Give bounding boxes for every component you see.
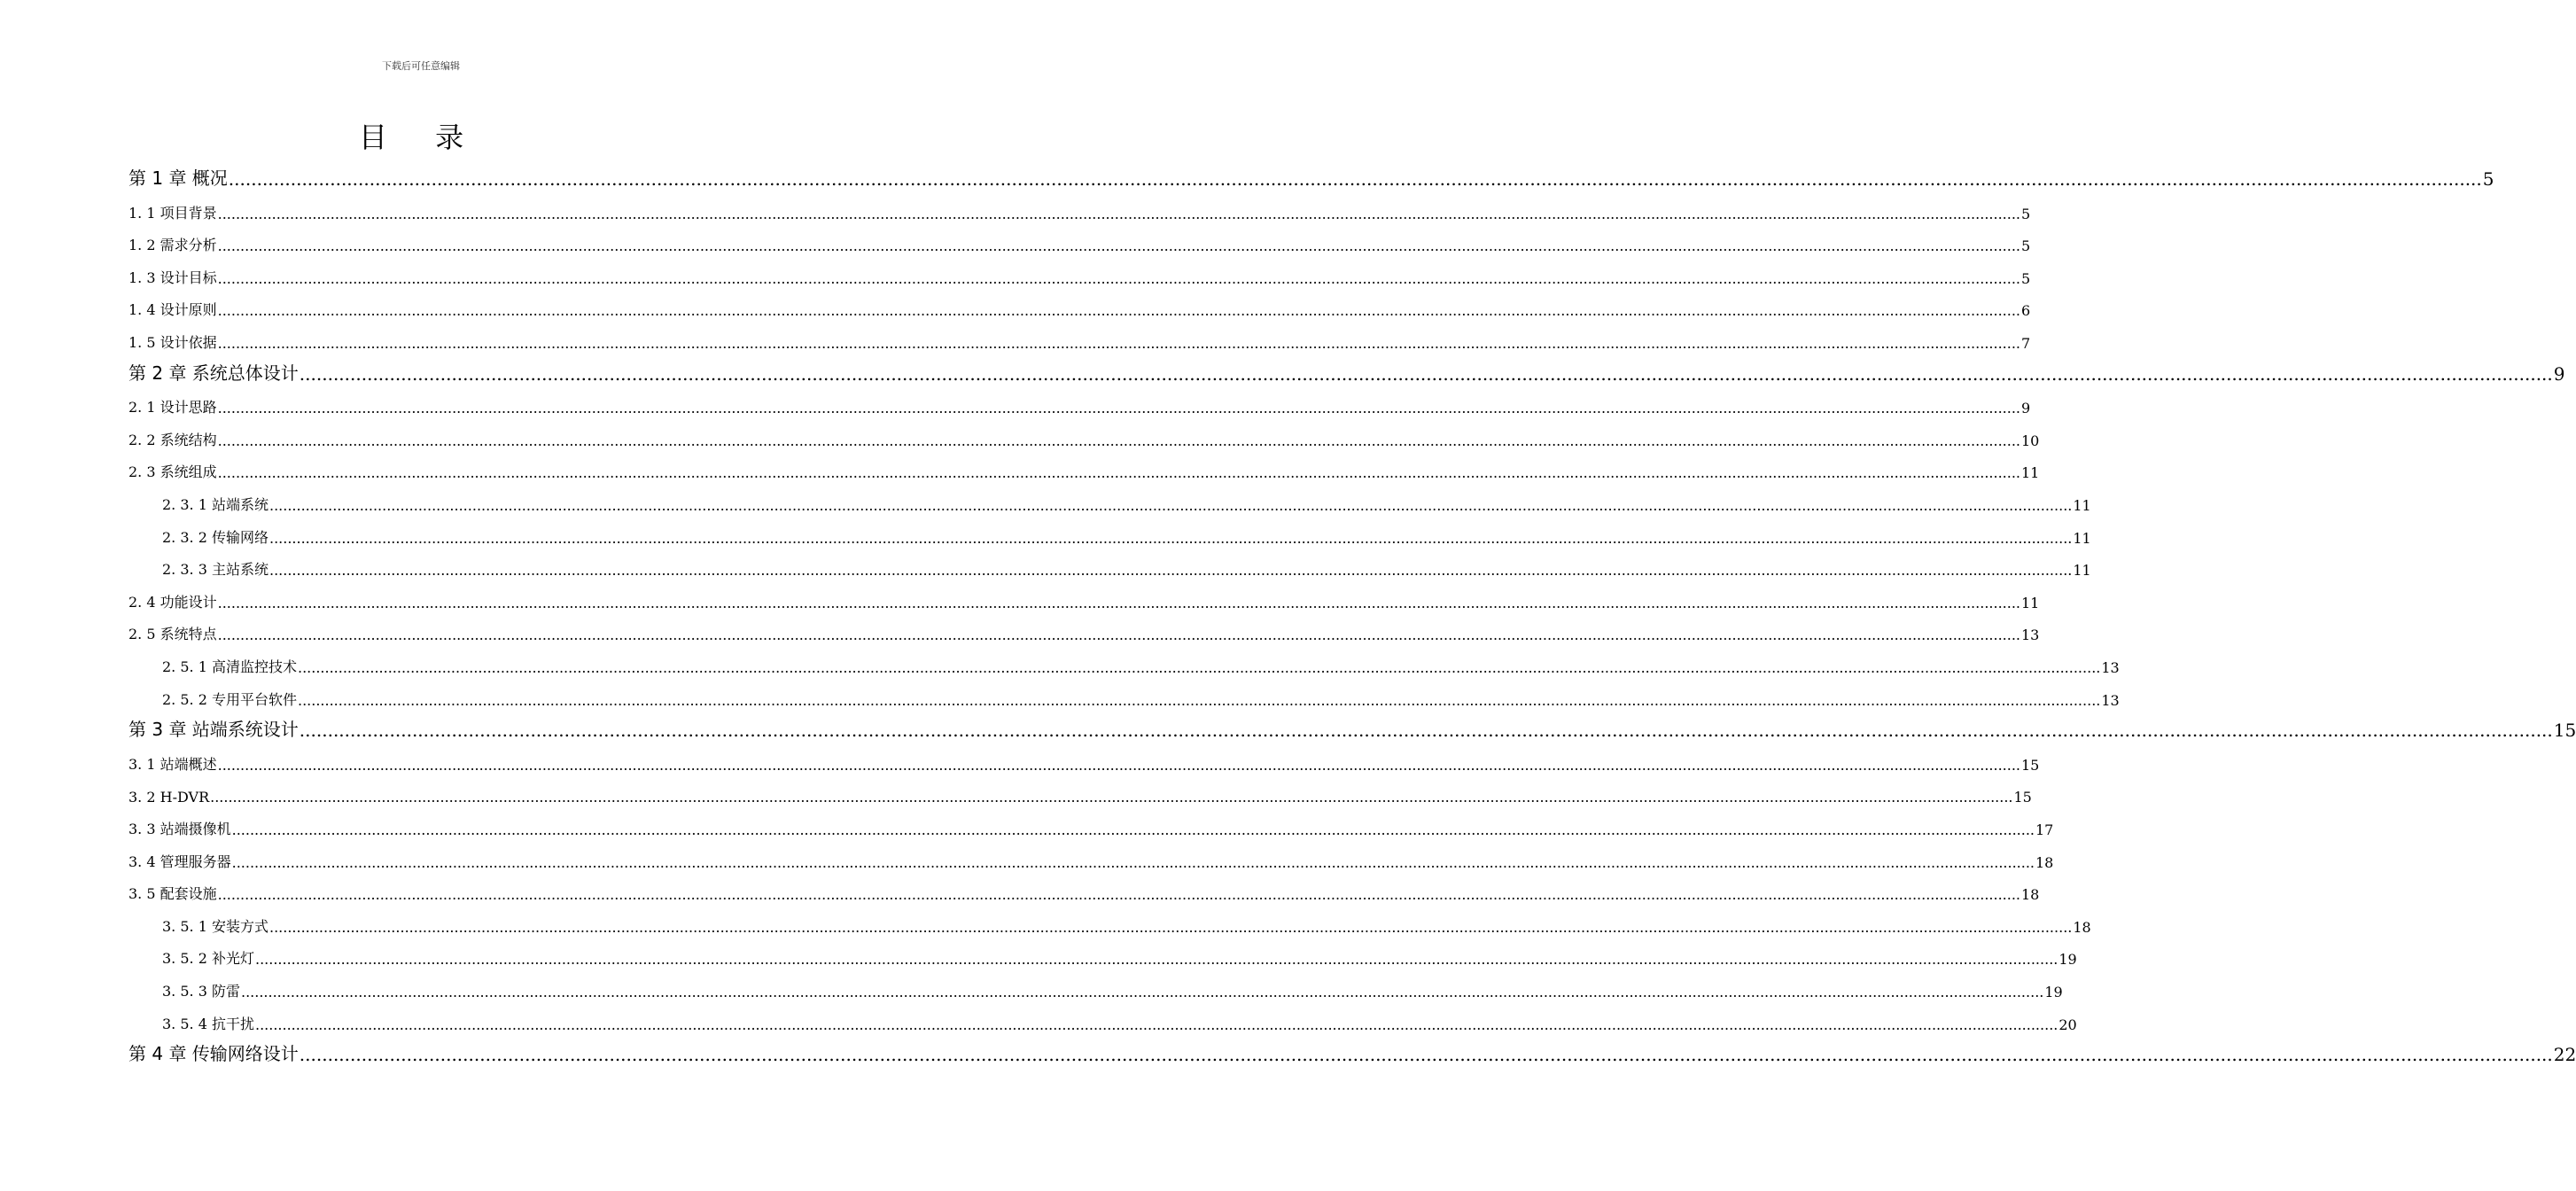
toc-entry-page: 19 <box>2044 984 2063 1000</box>
toc-entry-label: 2. 5. 1 高清监控技术 <box>162 658 297 675</box>
toc-dot-leader: ................................................................................................................................................................................................................................................................................................................................................................................................................ <box>217 269 2020 287</box>
toc-dot-leader: ................................................................................................................................................................................................................................................................................................................................................................................................................ <box>231 821 2035 838</box>
toc-entry-label: 1. 2 需求分析 <box>128 237 217 254</box>
toc-entry-label: 3. 5. 4 抗干扰 <box>162 1015 254 1032</box>
toc-entry-page: 11 <box>2021 464 2040 482</box>
toc-dot-leader: ................................................................................................................................................................................................................................................................................................................................................................................................................ <box>240 984 2044 1000</box>
toc-entry-label: 3. 5. 2 补光灯 <box>162 950 254 968</box>
toc-dot-leader: ................................................................................................................................................................................................................................................................................................................................................................................................................ <box>210 789 2013 806</box>
toc-entry[interactable] <box>128 718 2576 742</box>
toc-entry-page: 5 <box>2482 168 2494 190</box>
toc-entry-page: 22 <box>2553 1044 2576 1066</box>
toc-entry[interactable] <box>128 782 2032 806</box>
toc-dot-leader: ................................................................................................................................................................................................................................................................................................................................................................................................................ <box>254 951 2058 969</box>
toc-entry[interactable] <box>128 524 2091 547</box>
toc-entry-page: 11 <box>2073 497 2091 514</box>
toc-entry-page: 13 <box>2101 659 2120 676</box>
toc-entry-label: 1. 1 项目背景 <box>128 204 217 222</box>
toc-entry[interactable] <box>128 1010 2077 1033</box>
toc-dot-leader: ................................................................................................................................................................................................................................................................................................................................................................................................................ <box>299 720 2553 742</box>
toc-entry-page: 18 <box>2073 918 2091 936</box>
toc-entry-label: 2. 4 功能设计 <box>128 593 217 611</box>
toc-entry-label: 2. 3. 3 主站系统 <box>162 561 268 579</box>
toc-entry-page: 15 <box>2553 720 2576 742</box>
toc-dot-leader: ................................................................................................................................................................................................................................................................................................................................................................................................................ <box>217 400 2020 417</box>
toc-entry[interactable] <box>128 491 2091 514</box>
toc-entry-label: 1. 5 设计依据 <box>128 334 217 351</box>
toc-entry[interactable] <box>128 231 2031 255</box>
toc-entry-page: 19 <box>2058 951 2077 969</box>
toc-entry-page: 13 <box>2101 691 2120 709</box>
toc-entry-page: 5 <box>2021 237 2031 255</box>
toc-entry-label: 第 3 章 站端系统设计 <box>128 719 299 741</box>
toc-dot-leader: ................................................................................................................................................................................................................................................................................................................................................................................................................ <box>217 432 2020 449</box>
toc-entry-page: 18 <box>2021 886 2040 904</box>
toc-dot-leader: ................................................................................................................................................................................................................................................................................................................................................................................................................ <box>297 691 2101 709</box>
toc-dot-leader: ................................................................................................................................................................................................................................................................................................................................................................................................................ <box>217 756 2020 774</box>
toc-entry-label: 3. 5. 3 防雷 <box>162 983 240 1000</box>
toc-entry-label: 3. 3 站端摄像机 <box>128 821 231 837</box>
toc-entry-label: 2. 5 系统特点 <box>128 626 217 643</box>
toc-entry-label: 2. 5. 2 专用平台软件 <box>162 690 297 708</box>
toc-entry-label: 1. 3 设计目标 <box>128 269 217 286</box>
toc-entry-page: 9 <box>2021 400 2031 417</box>
toc-entry[interactable] <box>128 426 2040 449</box>
toc-dot-leader: ................................................................................................................................................................................................................................................................................................................................................................................................................ <box>217 237 2020 255</box>
toc-entry-label: 2. 3. 2 传输网络 <box>162 528 268 546</box>
toc-entry[interactable] <box>128 296 2031 320</box>
toc-entry-page: 5 <box>2021 205 2031 222</box>
toc-dot-leader: ................................................................................................................................................................................................................................................................................................................................................................................................................ <box>217 594 2020 611</box>
toc-entry-page: 17 <box>2035 821 2054 838</box>
toc-entry[interactable] <box>128 458 2040 482</box>
toc-entry[interactable] <box>128 686 2120 709</box>
toc-entry-label: 2. 3 系统组成 <box>128 463 217 481</box>
toc-entry-label: 3. 5. 1 安装方式 <box>162 917 268 935</box>
toc-entry-page: 11 <box>2073 562 2091 580</box>
toc-entry[interactable] <box>128 362 2565 385</box>
toc-entry[interactable] <box>128 393 2031 417</box>
toc-entry-label: 2. 2 系统结构 <box>128 431 217 448</box>
toc-entry-label: 第 4 章 传输网络设计 <box>128 1043 299 1065</box>
toc-dot-leader: ................................................................................................................................................................................................................................................................................................................................................................................................................ <box>268 529 2073 547</box>
toc-dot-leader: ................................................................................................................................................................................................................................................................................................................................................................................................................ <box>254 1016 2058 1033</box>
toc-entry[interactable] <box>128 913 2091 936</box>
toc-dot-leader: ................................................................................................................................................................................................................................................................................................................................................................................................................ <box>217 335 2020 352</box>
toc-entry-page: 11 <box>2073 529 2091 547</box>
toc-dot-leader: ................................................................................................................................................................................................................................................................................................................................................................................................................ <box>299 362 2553 385</box>
toc-dot-leader: ................................................................................................................................................................................................................................................................................................................................................................................................................ <box>217 302 2020 320</box>
toc-dot-leader: ................................................................................................................................................................................................................................................................................................................................................................................................................ <box>268 497 2073 514</box>
toc-entry-page: 7 <box>2021 335 2031 352</box>
toc-entry-page: 13 <box>2021 627 2040 644</box>
toc-entry[interactable] <box>128 880 2040 904</box>
toc-dot-leader: ................................................................................................................................................................................................................................................................................................................................................................................................................ <box>231 853 2035 871</box>
toc-entry[interactable] <box>128 977 2063 1000</box>
toc-entry-page: 9 <box>2553 362 2565 385</box>
toc-entry[interactable] <box>128 329 2031 352</box>
toc-dot-leader: ................................................................................................................................................................................................................................................................................................................................................................................................................ <box>299 1044 2553 1066</box>
page-header-note: 下载后可任意编辑 <box>382 60 460 72</box>
toc-dot-leader: ................................................................................................................................................................................................................................................................................................................................................................................................................ <box>217 886 2020 904</box>
page-title: 目 录 <box>358 121 484 154</box>
toc-entry-page: 11 <box>2021 594 2040 611</box>
toc-entry-page: 6 <box>2021 302 2031 320</box>
toc-dot-leader: ................................................................................................................................................................................................................................................................................................................................................................................................................ <box>228 168 2482 190</box>
toc-entry-label: 3. 1 站端概述 <box>128 755 217 773</box>
toc-entry[interactable] <box>128 653 2120 676</box>
toc-entry[interactable] <box>128 199 2031 222</box>
toc-entry[interactable] <box>128 1042 2576 1066</box>
toc-entry[interactable] <box>128 848 2054 871</box>
toc-entry-page: 10 <box>2021 432 2040 449</box>
toc-entry-page: 18 <box>2035 853 2054 871</box>
toc-entry[interactable] <box>128 167 2494 190</box>
toc-dot-leader: ................................................................................................................................................................................................................................................................................................................................................................................................................ <box>268 562 2073 580</box>
toc-entry-label: 3. 2 H-DVR <box>128 789 210 806</box>
toc-entry-page: 5 <box>2021 269 2031 287</box>
toc-dot-leader: ................................................................................................................................................................................................................................................................................................................................................................................................................ <box>217 627 2020 644</box>
toc-dot-leader: ................................................................................................................................................................................................................................................................................................................................................................................................................ <box>217 205 2020 222</box>
toc-entry[interactable] <box>128 815 2054 838</box>
toc-entry-label: 2. 3. 1 站端系统 <box>162 496 268 513</box>
toc-entry-label: 第 1 章 概况 <box>128 167 228 189</box>
toc-entry-label: 3. 4 管理服务器 <box>128 852 231 870</box>
toc-entry-page: 20 <box>2058 1016 2077 1033</box>
toc-entry-label: 3. 5 配套设施 <box>128 885 217 903</box>
toc-entry-page: 15 <box>2021 756 2040 774</box>
toc-entry-label: 第 2 章 系统总体设计 <box>128 362 299 384</box>
toc-dot-leader: ................................................................................................................................................................................................................................................................................................................................................................................................................ <box>268 918 2073 936</box>
toc-entry[interactable] <box>128 556 2091 580</box>
toc-dot-leader: ................................................................................................................................................................................................................................................................................................................................................................................................................ <box>297 659 2101 676</box>
toc-entry[interactable] <box>128 945 2077 969</box>
toc-entry[interactable] <box>128 588 2040 611</box>
toc-entry-label: 1. 4 设计原则 <box>128 301 217 319</box>
toc-entry-page: 15 <box>2013 789 2032 806</box>
toc-dot-leader: ................................................................................................................................................................................................................................................................................................................................................................................................................ <box>217 464 2020 482</box>
toc-entry-label: 2. 1 设计思路 <box>128 399 217 416</box>
toc-entry[interactable] <box>128 751 2040 774</box>
toc-entry[interactable] <box>128 620 2040 644</box>
toc-entry[interactable] <box>128 264 2031 287</box>
